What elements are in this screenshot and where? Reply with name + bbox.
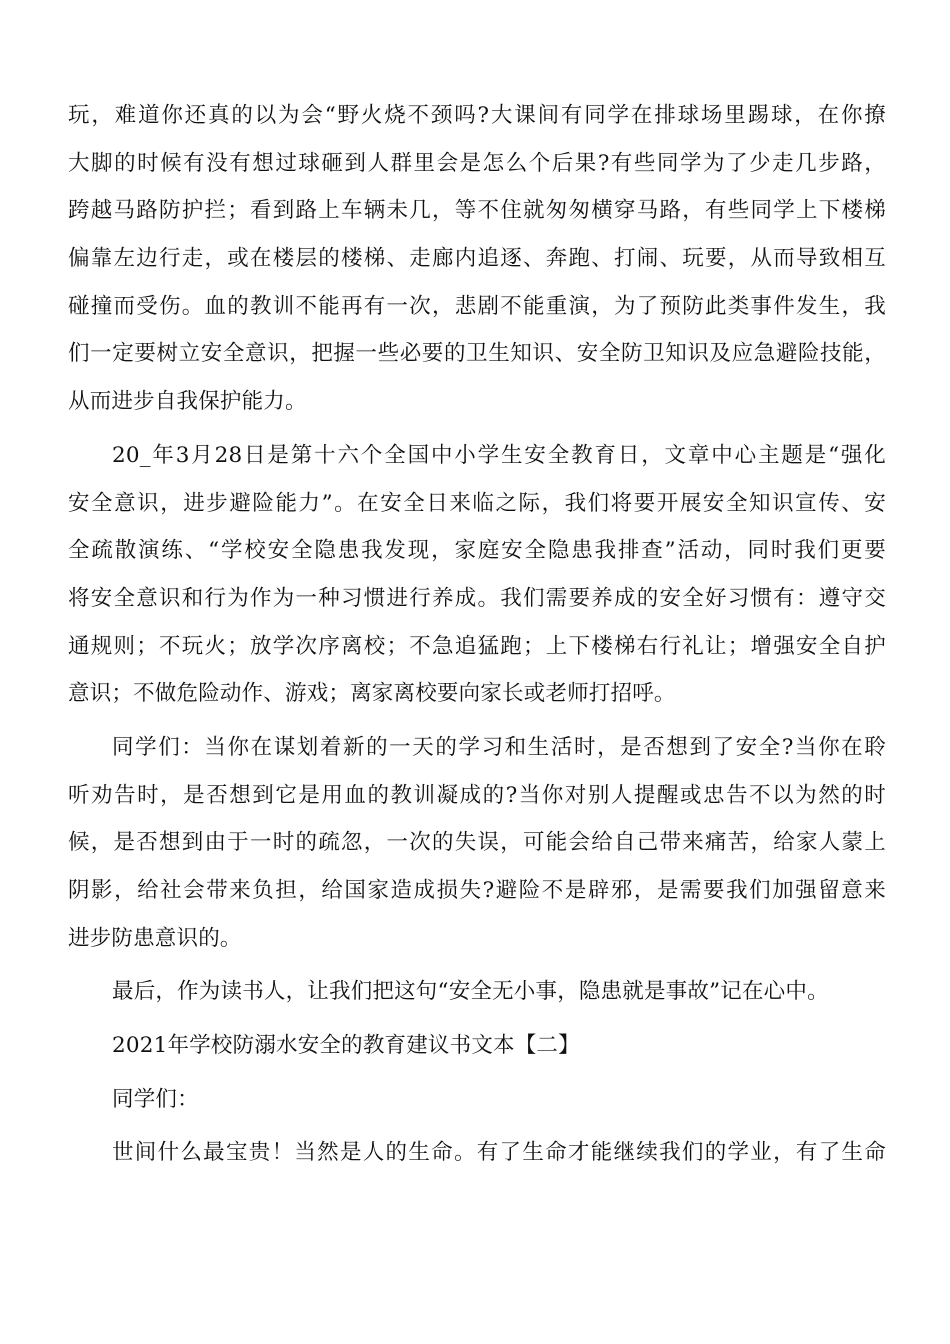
text-line: 听劝告时，是否想到它是用血的教训凝成的?当你对别人提醒或忠告不以为然的时 — [68, 782, 886, 808]
text-line: 碰撞而受伤。血的教训不能再有一次，悲剧不能重演，为了预防此类事件发生，我 — [68, 293, 886, 319]
text-line: 安全意识，进步避险能力”。在安全日来临之际，我们将要开展安全知识宣传、安 — [68, 490, 886, 516]
paragraph-4: 最后，作为读书人，让我们把这句“安全无小事，隐患就是事故”记在心中。 — [112, 979, 829, 1005]
text-line: 进步防患意识的。 — [68, 925, 242, 951]
text-line: 跨越马路防护拦；看到路上车辆未几，等不住就匆匆横穿马路，有些同学上下楼梯 — [68, 198, 886, 224]
paragraph-1 — [68, 92, 886, 426]
text-line: 候，是否想到由于一时的疏忽，一次的失误，可能会给自己带来痛苦，给家人蒙上 — [68, 830, 886, 856]
text-line: 意识；不做危险动作、游戏；离家离校要向家长或老师打招呼。 — [68, 681, 676, 707]
text-line: 同学们：当你在谋划着新的一天的学习和生活时，是否想到了安全?当你在聆 — [112, 734, 886, 760]
paragraph-5: 世间什么最宝贵！当然是人的生命。有了生命才能继续我们的学业，有了生命 — [112, 1140, 886, 1166]
section-heading: 2021年学校防溺水安全的教育建议书文本【二】 — [112, 1033, 580, 1059]
text-line: 通规则；不玩火；放学次序离校；不急追猛跑；上下楼梯右行礼让；增强安全自护 — [68, 633, 886, 659]
paragraph-2 — [68, 432, 886, 718]
text-line: 大脚的时候有没有想过球砸到人群里会是怎么个后果?有些同学为了少走几步路， — [68, 150, 886, 176]
text-line: 偏靠左边行走，或在楼层的楼梯、走廊内追逐、奔跑、打闹、玩要，从而导致相互 — [68, 246, 886, 272]
text-line: 全疏散演练、“学校安全隐患我发现，家庭安全隐患我排查”活动，同时我们更要 — [68, 538, 886, 564]
text-line: 们一定要树立安全意识，把握一些必要的卫生知识、安全防卫知识及应急避险技能， — [68, 341, 886, 367]
text-line: 阴影，给社会带来负担，给国家造成损失?避险不是辟邪，是需要我们加强留意来 — [68, 878, 886, 903]
document-body — [68, 92, 886, 1177]
text-line: 20_年3月28日是第十六个全国中小学生安全教育日，文章中心主题是“强化 — [112, 442, 886, 468]
greeting: 同学们： — [112, 1086, 199, 1112]
text-line: 玩，难道你还真的以为会“野火烧不颈吗?大课间有同学在排球场里踢球，在你撩 — [68, 103, 886, 128]
text-line: 将安全意识和行为作为一种习惯进行养成。我们需要养成的安全好习惯有：遵守交 — [68, 585, 886, 611]
text-line: 从而进步自我保护能力。 — [68, 389, 307, 415]
paragraph-3 — [68, 724, 886, 962]
